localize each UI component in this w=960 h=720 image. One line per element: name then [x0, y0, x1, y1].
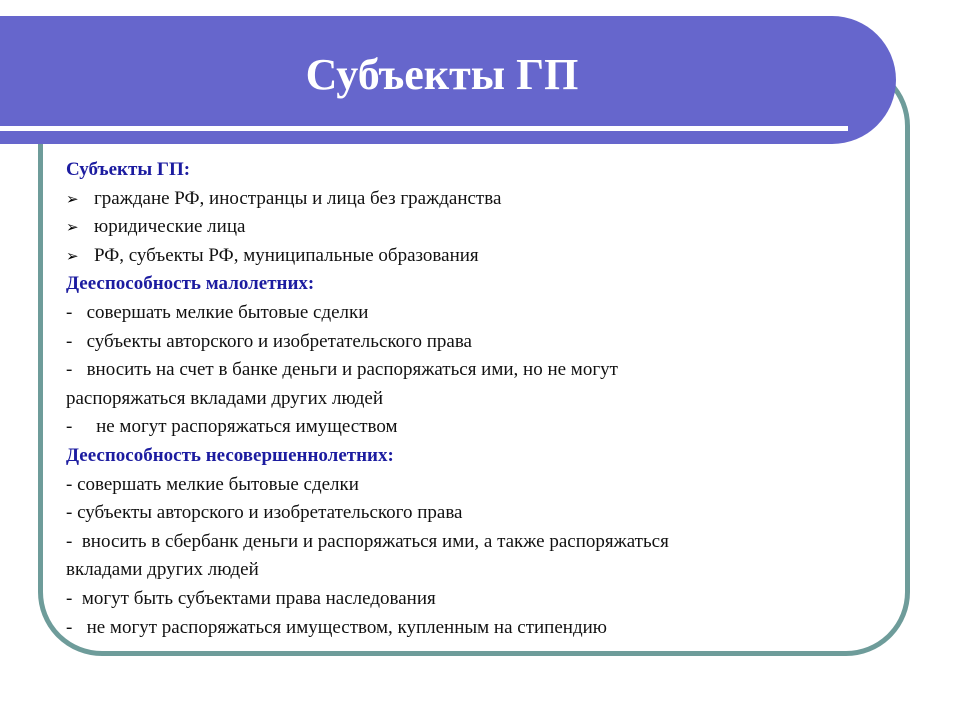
- list-item: - могут быть субъектами права наследования: [66, 587, 436, 609]
- list-item: - совершать мелкие бытовые сделки: [66, 301, 369, 323]
- arrowhead-bullet-icon: ➢: [66, 246, 79, 265]
- list-item: - совершать мелкие бытовые сделки: [66, 473, 359, 495]
- bullet-item: [66, 185, 866, 214]
- list-item: - не могут распоряжаться имуществом: [66, 416, 398, 438]
- title-banner: [0, 16, 896, 144]
- slide-title: Субъекты ГП: [305, 50, 579, 99]
- list-item-continuation: вкладами других людей: [66, 559, 259, 581]
- section-heading-minors: Дееспособность малолетних:: [66, 273, 315, 295]
- list-item-continuation: распоряжаться вкладами других людей: [66, 387, 383, 409]
- arrowhead-bullet-icon: ➢: [66, 218, 79, 237]
- bullet-item: [66, 213, 866, 242]
- arrowhead-bullet-icon: ➢: [66, 189, 79, 208]
- section-heading-adolescents: Дееспособность несовершеннолетних:: [66, 444, 394, 466]
- list-item: - субъекты авторского и изобретательского права: [66, 330, 472, 352]
- bullet-item-text: юридические лица: [94, 216, 246, 238]
- list-item: - не могут распоряжаться имуществом, купленным на стипендию: [66, 616, 607, 638]
- bullet-item: [66, 242, 866, 271]
- title-underline: [0, 126, 848, 131]
- list-item: - вносить на счет в банке деньги и распоряжаться ими, но не могут: [66, 359, 618, 381]
- section-heading-subjects: Субъекты ГП:: [66, 159, 191, 180]
- bullet-item-text: гражданe РФ, иностранцы и лица без гражданства: [94, 187, 502, 209]
- list-item: - вносить в сбербанк деньги и распоряжаться ими, а также распоряжаться: [66, 530, 669, 552]
- list-item: - субъекты авторского и изобретательского права: [66, 502, 463, 524]
- bullet-item-text: РФ, субъекты РФ, муниципальные образования: [94, 244, 479, 266]
- slide-body: [66, 156, 866, 642]
